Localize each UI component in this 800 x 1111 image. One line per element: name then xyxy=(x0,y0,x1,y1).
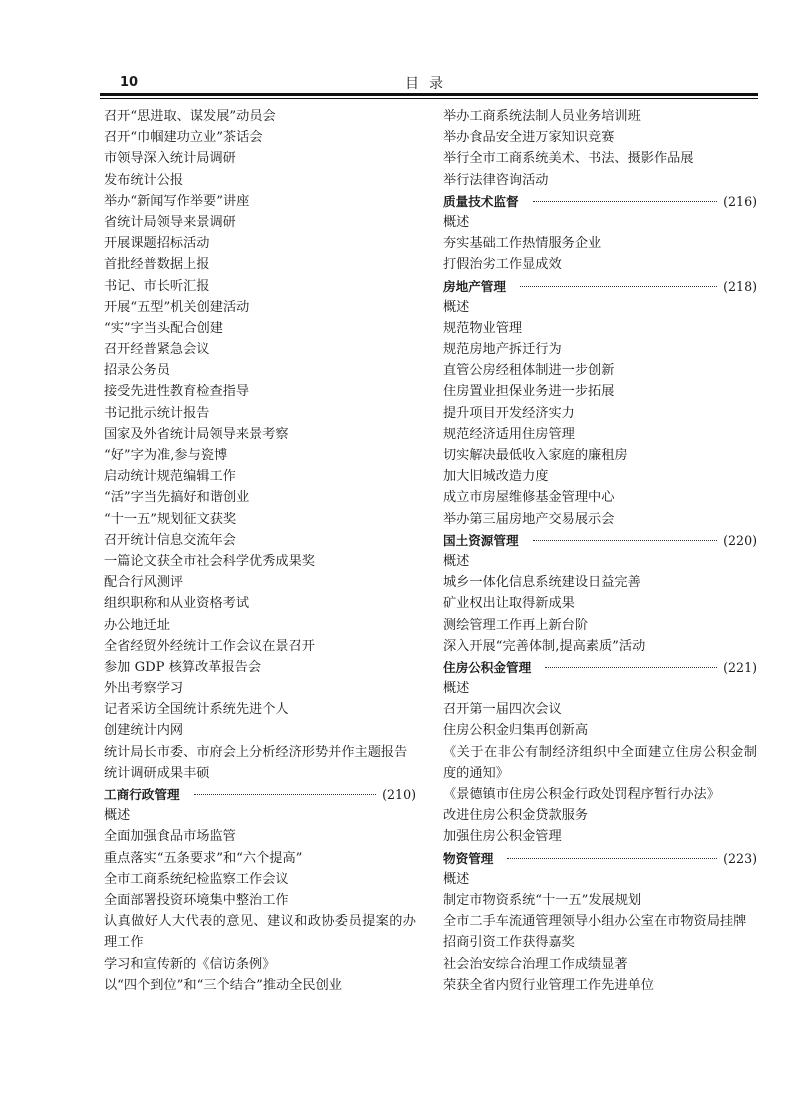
toc-section-heading xyxy=(104,784,416,805)
toc-entry: 召开经普紧急会议 xyxy=(104,342,210,358)
toc-entry: 规范经济适用住房管理 xyxy=(443,426,575,442)
toc-section-heading xyxy=(443,276,757,297)
toc-entry: 统计局长市委、市府会上分析经济形势并作主题报告 xyxy=(104,744,408,760)
toc-entry: 招录公务员 xyxy=(104,363,170,379)
toc-entry: 记者采访全国统计系统先进个人 xyxy=(104,702,289,718)
section-title: 国土资源管理 xyxy=(443,532,519,548)
dot-leader xyxy=(507,858,717,859)
toc-section-heading xyxy=(443,530,757,551)
toc-entry: 住房置业担保业务进一步拓展 xyxy=(443,384,615,400)
toc-entry: 招商引资工作获得嘉奖 xyxy=(443,935,575,951)
section-page-number: (216) xyxy=(723,193,757,209)
toc-entry: 重点落实“五条要求”和“六个提高” xyxy=(104,850,303,866)
page-number: 10 xyxy=(120,75,139,90)
toc-entry: 国家及外省统计局领导来景考察 xyxy=(104,426,289,442)
toc-entry: 切实解决最低收入家庭的廉租房 xyxy=(443,448,628,463)
toc-entry: 办公地迁址 xyxy=(104,617,170,633)
section-page-number: (218) xyxy=(723,278,757,294)
toc-entry: 加大旧城改造力度 xyxy=(443,469,549,485)
toc-entry: 概述 xyxy=(104,808,131,824)
toc-entry: 组织职称和从业资格考试 xyxy=(104,596,250,612)
toc-entry: 举办第三届房地产交易展示会 xyxy=(443,511,615,527)
section-page-number: (221) xyxy=(723,659,757,675)
header-rule-thick xyxy=(100,93,758,96)
toc-entry: 开展课题招标活动 xyxy=(104,236,210,252)
toc-section-heading xyxy=(443,191,757,212)
section-title: 房地产管理 xyxy=(443,278,506,294)
section-title: 质量技术监督 xyxy=(443,193,519,209)
section-title: 物资管理 xyxy=(443,850,494,866)
toc-entry: 召开“思进取、谋发展”动员会 xyxy=(104,109,276,124)
toc-entry: 召开第一届四次会议 xyxy=(443,702,562,718)
toc-section-heading xyxy=(443,657,757,678)
toc-entry: 举办食品安全进万家知识竞赛 xyxy=(443,130,615,146)
toc-entry: 夯实基础工作热情服务企业 xyxy=(443,236,602,252)
toc-entry: 外出考察学习 xyxy=(104,681,184,697)
toc-entry: 测绘管理工作再上新台阶 xyxy=(443,617,589,633)
section-page-number: (220) xyxy=(723,532,757,548)
toc-column-left xyxy=(104,106,416,996)
section-page-number: (223) xyxy=(723,850,757,866)
header-rule-thin xyxy=(100,98,758,99)
toc-entry: 概述 xyxy=(443,871,470,887)
toc-entry: 首批经普数据上报 xyxy=(104,257,210,273)
dot-leader xyxy=(533,540,718,541)
toc-entry: 全市二手车流通管理领导小组办公室在市物资局挂牌 xyxy=(443,914,747,930)
toc-entry: 提升项目开发经济实力 xyxy=(443,405,575,421)
toc-entry: 规范房地产拆迁行为 xyxy=(443,342,562,358)
toc-entry: 市领导深入统计局调研 xyxy=(104,151,236,167)
toc-entry: 概述 xyxy=(443,299,470,315)
toc-entry: 举办工商系统法制人员业务培训班 xyxy=(443,109,641,124)
toc-entry: 接受先进性教育检查指导 xyxy=(104,384,250,400)
dot-leader xyxy=(194,794,377,795)
toc-entry: 《景德镇市住房公积金行政处罚程序暂行办法》 xyxy=(443,787,720,803)
toc-entry: 全面部署投资环境集中整治工作 xyxy=(104,892,289,908)
toc-entry: “好”字为准,参与瓷博 xyxy=(104,448,228,463)
toc-entry: “实”字当头配合创建 xyxy=(104,320,223,336)
toc-entry: 住房公积金归集再创新高 xyxy=(443,723,589,739)
toc-entry: 矿业权出让取得新成果 xyxy=(443,596,575,612)
toc-entry: 书记批示统计报告 xyxy=(104,405,210,421)
dot-leader xyxy=(545,667,717,668)
toc-entry: 概述 xyxy=(443,681,470,697)
toc-entry: 学习和宣传新的《信访条例》 xyxy=(104,956,276,972)
toc-entry: 《关于在非公有制经济组织中全面建立住房公积金制度的通知》 xyxy=(443,744,757,781)
toc-entry: 召开“巾帼建功立业”茶话会 xyxy=(104,130,263,146)
toc-entry: 荣获全省内贸行业管理工作先进单位 xyxy=(443,977,654,993)
toc-entry: 以“四个到位”和“三个结合”推动全民创业 xyxy=(104,977,342,993)
toc-entry: 改进住房公积金贷款服务 xyxy=(443,808,589,824)
toc-entry: 一篇论文获全市社会科学优秀成果奖 xyxy=(104,553,315,569)
toc-entry: 省统计局领导来景调研 xyxy=(104,214,236,230)
toc-entry: 全面加强食品市场监管 xyxy=(104,829,236,845)
toc-entry: 直管公房经租体制进一步创新 xyxy=(443,363,615,379)
toc-entry: 成立市房屋维修基金管理中心 xyxy=(443,490,615,506)
toc-entry: 规范物业管理 xyxy=(443,320,523,336)
toc-entry: 创建统计内网 xyxy=(104,723,184,739)
section-title: 住房公积金管理 xyxy=(443,659,532,675)
toc-entry: 启动统计规范编辑工作 xyxy=(104,469,236,485)
toc-entry: 统计调研成果丰硕 xyxy=(104,765,210,781)
toc-entry: 配合行风测评 xyxy=(104,575,184,591)
dot-leader xyxy=(533,201,718,202)
toc-entry: 概述 xyxy=(443,553,470,569)
page-header xyxy=(100,72,758,92)
section-title: 工商行政管理 xyxy=(104,787,180,803)
toc-entry: 举行法律咨询活动 xyxy=(443,172,549,188)
toc-section-heading xyxy=(443,848,757,869)
toc-entry: 全市工商系统纪检监察工作会议 xyxy=(104,871,289,887)
toc-entry: 认真做好人大代表的意见、建议和政协委员提案的办理工作 xyxy=(104,914,416,951)
section-page-number: (210) xyxy=(382,787,416,803)
toc-entry: 社会治安综合治理工作成绩显著 xyxy=(443,956,628,972)
toc-entry: 全省经贸外经统计工作会议在景召开 xyxy=(104,638,315,654)
toc-entry: 加强住房公积金管理 xyxy=(443,829,562,845)
toc-entry: 发布统计公报 xyxy=(104,172,184,188)
toc-entry: 举行全市工商系统美术、书法、摄影作品展 xyxy=(443,151,694,167)
dot-leader xyxy=(520,286,717,287)
toc-entry: 开展“五型”机关创建活动 xyxy=(104,299,250,315)
toc-entry: 制定市物资系统“十一五”发展规划 xyxy=(443,892,642,908)
toc-entry: “十一五”规划征文获奖 xyxy=(104,511,237,527)
toc-entry: “活”字当先搞好和谐创业 xyxy=(104,490,250,506)
toc-entry: 深入开展“完善体制,提高素质”活动 xyxy=(443,638,646,654)
toc-entry: 召开统计信息交流年会 xyxy=(104,532,236,548)
toc-entry: 打假治劣工作显成效 xyxy=(443,257,562,273)
toc-entry: 城乡一体化信息系统建设日益完善 xyxy=(443,575,641,591)
toc-column-right xyxy=(443,106,757,996)
toc-entry: 概述 xyxy=(443,214,470,230)
toc-entry: 举办“新闻写作举要”讲座 xyxy=(104,193,250,209)
page-title: 目录 xyxy=(405,76,453,92)
toc-entry: 参加 GDP 核算改革报告会 xyxy=(104,659,262,675)
toc-entry: 书记、市长听汇报 xyxy=(104,278,210,294)
